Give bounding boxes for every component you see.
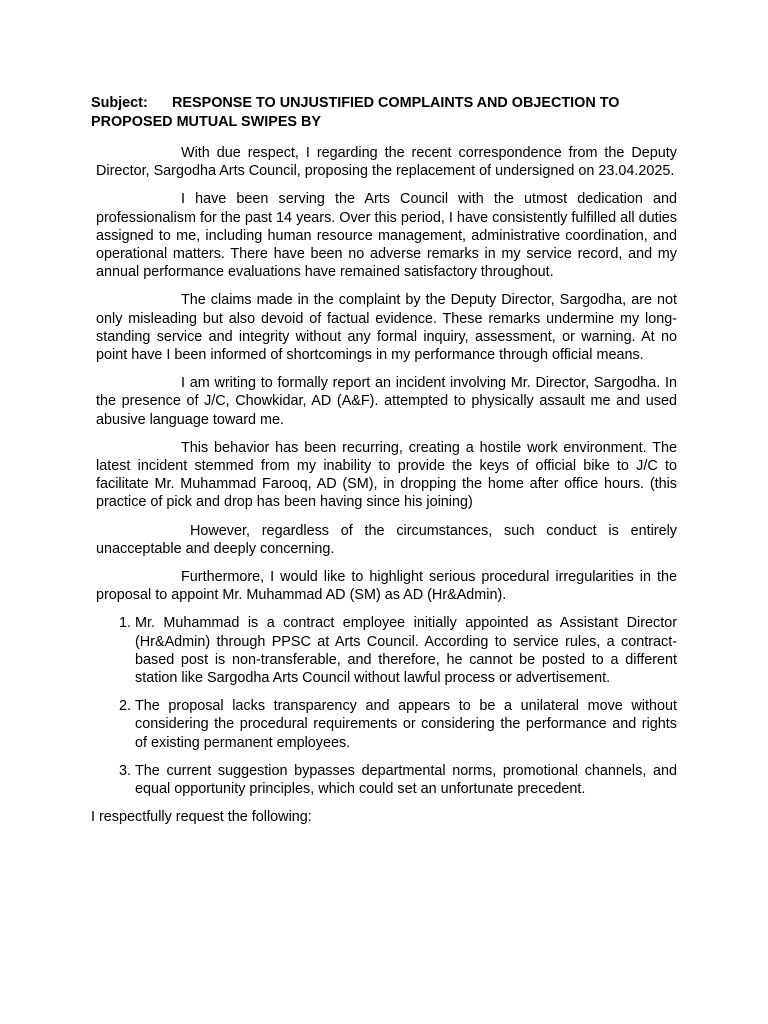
subject-label: Subject: (91, 95, 148, 111)
list-item: 3. The current suggestion bypasses departmental norms, promotional channels, and equal opportunity principles, which could set an unfortunate precedent. (135, 762, 677, 798)
paragraph-claims: The claims made in the complaint by the Deputy Director, Sargodha, are not only misleading but also devoid of factual evidence. These remarks undermine my long-standing service and integrity without any formal inquiry, assessment, or warning. At no point have I been informed of shortcomings in my performance through official means. (96, 292, 677, 364)
letter-body (91, 144, 677, 798)
subject-text: RESPONSE TO UNJUSTIFIED COMPLAINTS AND OBJECTION TO PROPOSED MUTUAL SWIPES BY (91, 95, 620, 130)
closing-line: I respectfully request the following: (91, 809, 312, 826)
paragraph-conduct: However, regardless of the circumstances, such conduct is entirely unacceptable and deeply concerning. (96, 522, 677, 557)
paragraph-intro: With due respect, I regarding the recent correspondence from the Deputy Director, Sargodha Arts Council, proposing the replacement of undersigned on 23.04.2025. (96, 145, 677, 180)
paragraph-incident: I am writing to formally report an incident involving Mr. Director, Sargodha. In the presence of J/C, Chowkidar, AD (A&F). attempted to physically assault me and used abusive language toward me. (96, 375, 677, 428)
paragraph-service-record: I have been serving the Arts Council with the utmost dedication and professionalism for the past 14 years. Over this period, I have consistently fulfilled all duties assigned to me, including human resource management, administrative coordination, and operational matters. There have been no adverse remarks in my service record, and my annual performance evaluations have remained satisfactory throughout. (96, 191, 677, 281)
irregularities-list (96, 614, 677, 798)
paragraph-irregularities: Furthermore, I would like to highlight serious procedural irregularities in the proposal to appoint Mr. Muhammad AD (SM) as AD (Hr&Admin). (96, 569, 677, 604)
list-item: 1. Mr. Muhammad is a contract employee initially appointed as Assistant Director (Hr&Admin) through PPSC at Arts Council. According to service rules, a contract-based post is non-transferable, and therefore, he cannot be posted to a different station like Sargodha Arts Council without lawful process or advertisement. (135, 614, 677, 687)
subject-line (91, 94, 677, 132)
list-item: 2. The proposal lacks transparency and appears to be a unilateral move without considering the procedural requirements or considering the performance and rights of existing permanent employees. (135, 697, 677, 752)
paragraph-recurring-behavior: This behavior has been recurring, creating a hostile work environment. The latest incident stemmed from my inability to provide the keys of official bike to J/C to facilitate Mr. Muhammad Farooq, AD (SM), in dropping the home after office hours. (this practice of pick and drop has been having since his joining) (96, 439, 677, 511)
